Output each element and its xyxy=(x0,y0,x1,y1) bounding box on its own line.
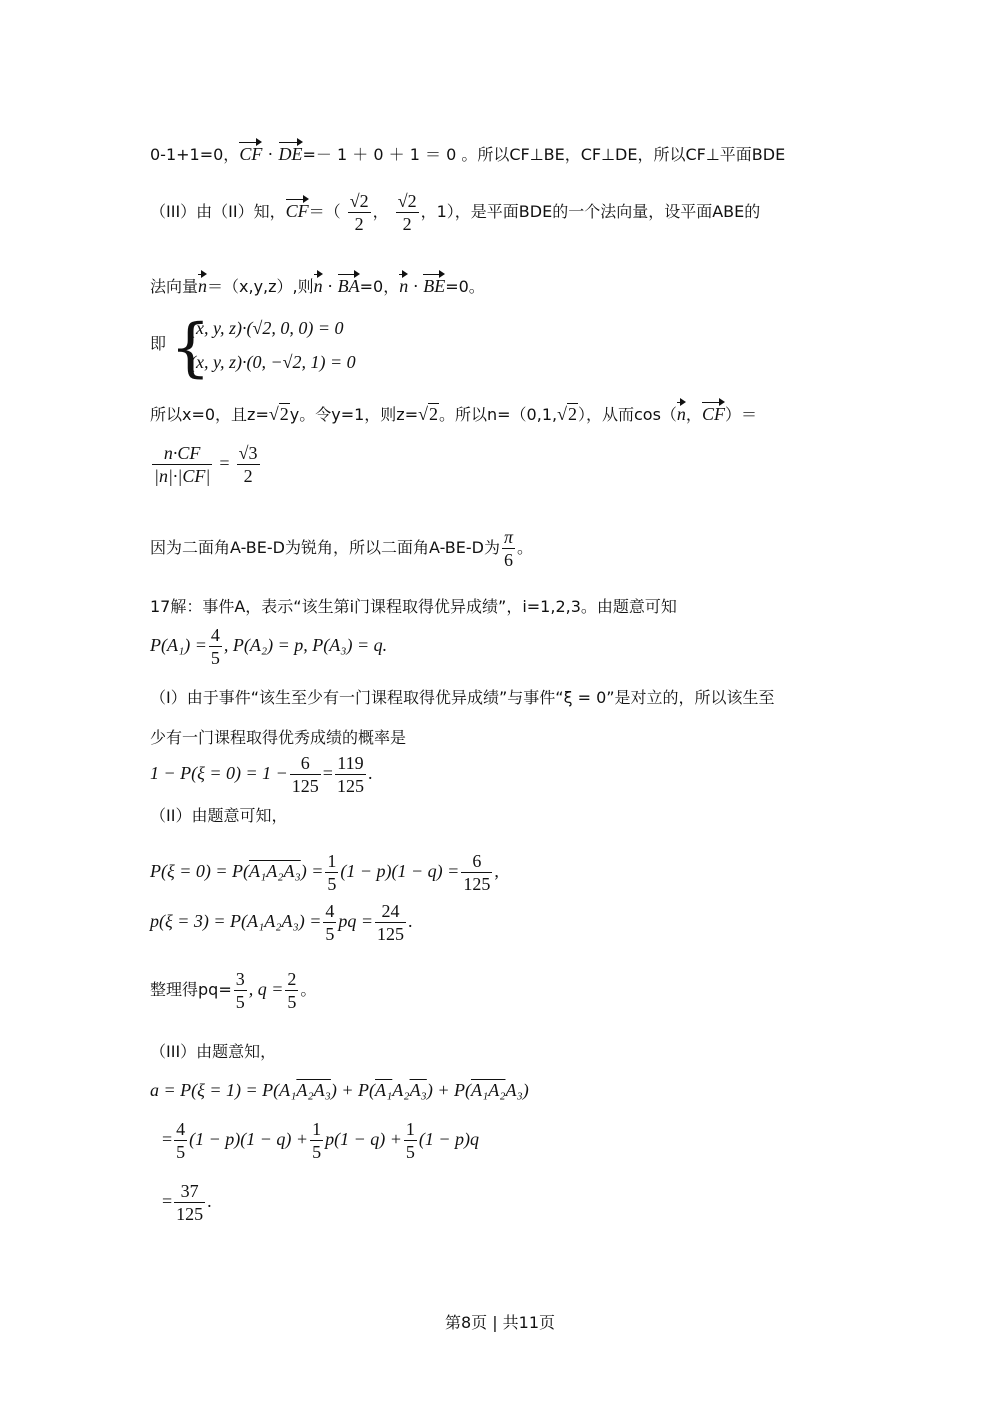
solution-line-7: 因为二面角A-BE-D为锐角，所以二面角A-BE-D为 $\frac{\pi}{6}$ 。 xyxy=(150,527,534,570)
part2-equation-1: P(ξ = 0) = P(A₁A₂A₃) = $\frac{1}{5}$ (1 − p)(1 − q) = $\frac{6}{125}$ , xyxy=(150,851,499,894)
part3-equation-1: a = P(ξ = 1) = P(A₁A₂A₃) + P(A₁A₂A₃) + P(A₁A₂A₃) xyxy=(150,1080,529,1100)
fraction-sqrt2-over-2: $\frac{√2}{2}$ xyxy=(397,191,417,234)
system-label: 即 xyxy=(150,334,167,353)
solution-line-3: 法向量n＝（x,y,z）,则n · BA=0，n · BE=0。 xyxy=(150,272,485,297)
part3-equation-2: = $\frac{4}{5}$ (1 − p)(1 − q) + $\frac{1}{5}$ p(1 − q) + $\frac{1}{5}$ (1 − p)q xyxy=(162,1119,479,1162)
solution-line-2: （III）由（II）知，CF＝（ $\frac{√2}{2}$ ， $\frac{√2}{2}$ ，1），是平面BDE的一个法向量，设平面ABE的 xyxy=(150,191,761,234)
q17-equation: P(A₁) = $\frac{4}{5}$ , P(A₂) = p, P(A₃) = q. xyxy=(150,625,388,668)
part2-equation-2: p(ξ = 3) = P(A₁A₂A₃) = $\frac{4}{5}$ pq = $\frac{24}{125}$ . xyxy=(150,901,413,944)
cosine-fraction: $\frac{n\cdot CF}{|n|\cdot|CF|}$ = $\frac{√3}{2}$ xyxy=(154,443,258,486)
q17-intro: 17解：事件A，表示“该生第i门课程取得优异成绩”，i=1,2,3。由题意可知 xyxy=(150,597,677,616)
system-equation-1: (x, y, z)·(√2, 0, 0) = 0 xyxy=(190,318,344,338)
part1-text-2: 少有一门课程取得优秀成绩的概率是 xyxy=(150,728,407,747)
system-brace: { xyxy=(170,311,211,385)
part3-text: （III）由题意知， xyxy=(150,1042,277,1061)
fraction-sqrt2-over-2: $\frac{√2}{2}$ xyxy=(349,191,369,234)
solution-line-5: 所以x=0，且z=√2y。令y=1，则z=√2。所以n=（0,1,√2），从而cos（n，CF）＝ xyxy=(150,400,757,425)
page-footer: 第8页 | 共11页 xyxy=(444,1313,556,1332)
system-equation-2: (x, y, z)·(0, −√2, 1) = 0 xyxy=(190,352,356,372)
part1-equation: 1 − P(ξ = 0) = 1 − $\frac{6}{125}$ = $\frac{119}{125}$ . xyxy=(150,753,373,796)
part3-equation-3: = $\frac{37}{125}$ . xyxy=(162,1181,212,1224)
part2-result: 整理得pq= $\frac{3}{5}$ , q = $\frac{2}{5}$ 。 xyxy=(150,969,317,1012)
part2-text: （II）由题意可知， xyxy=(150,806,288,825)
part1-text-1: （I）由于事件“该生至少有一门课程取得优异成绩”与事件“ξ = 0”是对立的，所以该生至 xyxy=(150,688,775,707)
solution-line-1: 0-1+1=0，CF · DE=－ 1 ＋ 0 ＋ 1 ＝ 0 。所以CF⊥BE，CF⊥DE，所以CF⊥平面BDE xyxy=(150,140,785,165)
